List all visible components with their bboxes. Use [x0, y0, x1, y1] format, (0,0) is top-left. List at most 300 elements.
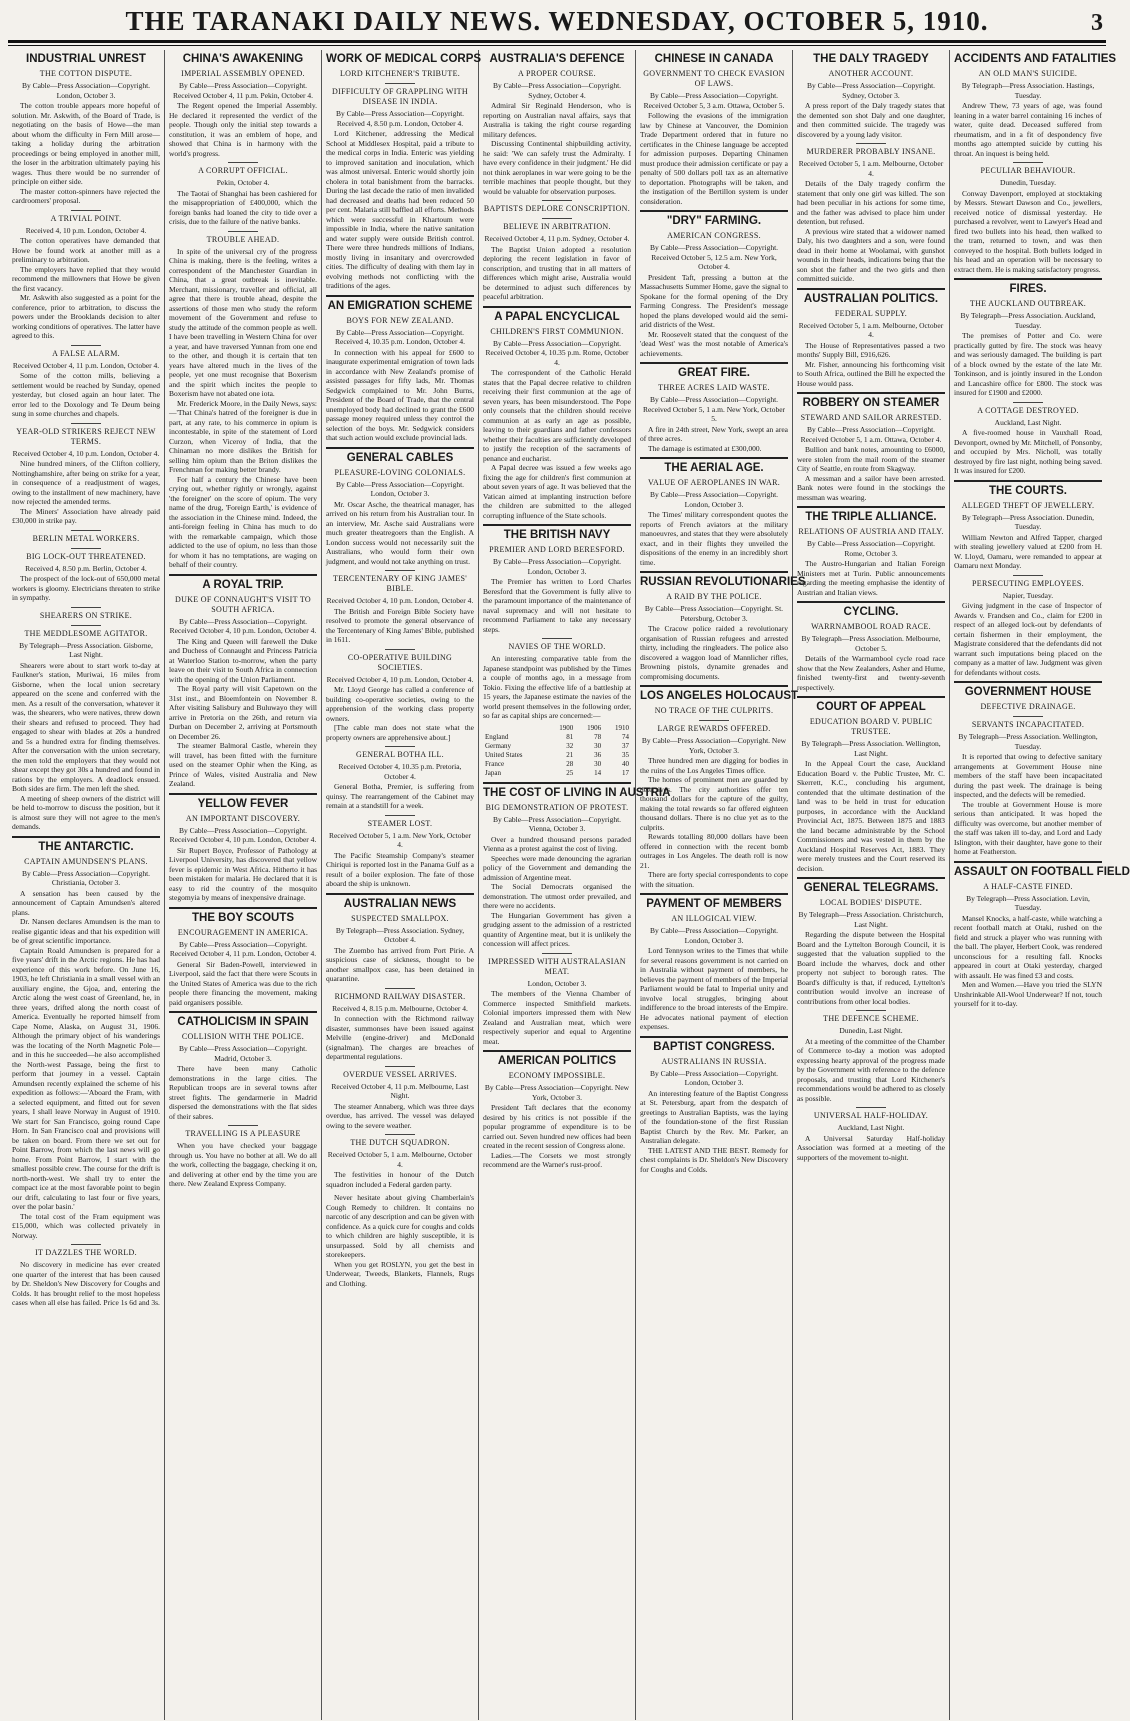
article-dateline: By Cable—Press Association—Copyright. New York, October 3.: [641, 736, 787, 755]
article-subheading: FEDERAL SUPPLY.: [834, 308, 908, 318]
article-separator: [169, 793, 317, 795]
article-dateline: By Telegraph—Press Association. Christchurch, Last Night.: [798, 910, 944, 929]
article-paragraph: THE LATEST AND THE BEST. Remedy for chest complaints is Dr. Sheldon's New Discovery for Coughs and Colds.: [640, 1145, 788, 1174]
article-dateline: Received October 4, 10 p.m. London, October 4.: [326, 674, 474, 684]
article-paragraph: Details of the Daly tragedy confirm the statement that only one girl was killed. The son had been peculiar in his actions for some time, and the father was advised to place him under detention, but refused.: [797, 179, 945, 226]
article-headline: ACCIDENTS AND FATALITIES: [954, 53, 1117, 65]
navy-table: [483, 724, 631, 778]
article-paragraph: The Regent opened the Imperial Assembly. He declared it represented the verdict of the people. Though only the initial step towards a constitution, it was an emblem of hope, and showed that China is in harmony with the world's progress.: [169, 101, 317, 158]
article-subheading: A RAID BY THE POLICE.: [666, 592, 762, 601]
article: [954, 716, 1102, 857]
article-paragraph: At a meeting of the committee of the Chamber of Commerce to-day a motion was adopted expressing hearty approval of the progress made by the Government with reference to the defence proposals, and trusting that Lord Kitchener's recommendations would be adhered to as closely as possible.: [797, 1036, 945, 1103]
article: [797, 601, 945, 692]
article-paragraph: Conway Davenport, employed at stocktaking by Messrs. Stewart Dawson and Co., jewellers, received notice of dismissal yesterday. He purchased a revolver, went to Lawyer's Head and fired two bullets into his head, then walked to the tram, returned to town, and was then conveyed to the hospital. Both bullets lodged in his head and an operation will be necessary to extract them. He is making satisfactory progress.: [954, 188, 1102, 274]
article-separator: [326, 893, 474, 895]
article: [797, 1010, 945, 1103]
article-paragraph: A messman and a sailor have been arrested. Bank notes were found in the stockings the messman was wearing.: [797, 473, 945, 502]
article: [326, 746, 474, 811]
article-dateline: By Cable—Press Association—Copyright. Received October 4, 10.35 p.m. Rome, October 4.: [485, 338, 629, 367]
article-separator: [954, 681, 1102, 683]
article-dateline: By Telegraph—Press Association. Levin, Tuesday.: [966, 893, 1090, 912]
table-cell: Japan: [485, 768, 501, 777]
article-subheading: DEFECTIVE DRAINAGE.: [980, 702, 1076, 711]
table-cell: Germany: [485, 741, 512, 750]
table-cell: 30: [594, 759, 602, 768]
article-headline: GREAT FIRE.: [678, 367, 750, 379]
article-separator: [169, 1011, 317, 1013]
article-paragraph: The festivities in honour of the Dutch squadron included a Federal garden party.: [326, 1170, 474, 1189]
article: [797, 143, 945, 284]
article-subheading: ECONOMY IMPOSSIBLE.: [508, 1071, 606, 1080]
masthead: [8, 4, 1106, 38]
short-rule: [385, 570, 415, 571]
article-paragraph: The House of Representatives passed a two months' Supply Bill, £916,626.: [797, 340, 945, 359]
article-paragraph: A Papal decree was issued a few weeks ago fixing the age for children's first communion at about seven years of age. It was believed that the Vatican aimed at implanting instruction before the children are submitted to the alleged corrupting influence of the State schools.: [483, 463, 631, 520]
article-subheading: BAPTISTS DEPLORE CONSCRIPTION.: [483, 204, 631, 213]
article-headline: THE DALY TRAGEDY: [813, 53, 929, 65]
article-paragraph: In the Appeal Court the case, Auckland Education Board v. the Public Trustee, Mr. C. Skerrett, K.C., concluding his argument, contended that the ultimate destination of the land was to be held in trust for education purposes, in accordance with the Auckland Provincial Act, 1875. Between 1875 and 1883 the land became administrable by the School Commissioners and was vested in them by the Auckland Hospital Reserves Act, 1883. They were merely trustees and the Court reserved its decision.: [797, 759, 945, 873]
article-dateline: By Cable—Press Association—Copyright. Received October 4, 11 p.m. London, October 4.: [169, 939, 317, 958]
article-subheading: TRAVELLING IS A PLEASURE: [185, 1129, 301, 1138]
article: [169, 1125, 317, 1189]
article-paragraph: The Miners' Association have already paid £30,000 in strike pay.: [12, 506, 160, 525]
article: [169, 574, 317, 789]
article-paragraph: An interesting comparative table from the Japanese standpoint was published by the Times a couple of months ago, in a message from Tokio. Fixing the effective life of a battleship at 15 years, the Japanese estimate the navies of the world present themselves in the following order, so far as capital ships are concerned:—: [483, 654, 631, 720]
article: [326, 893, 474, 984]
article-separator: [326, 447, 474, 449]
article: [640, 52, 788, 206]
article-separator: [797, 877, 945, 879]
article-subheading: PREMIER AND LORD BERESFORD.: [489, 545, 625, 554]
article-paragraph: Giving judgment in the case of Inspector of Awards v. Frandsen and Co., claim for £200 in respect of an alleged lock-out by defendants of certain fishermen in their employment, the Magistrate considered that the defendants did not warrant such imputations being placed on the company as a matter of law. Judgment was given for defendants without costs.: [954, 601, 1102, 677]
page-number: 3: [1091, 10, 1104, 36]
article-dateline: By Cable—Press Association—Copyright. Christiania, October 3.: [21, 868, 151, 887]
short-rule: [385, 83, 415, 84]
article-subheading: PLEASURE-LOVING COLONIALS.: [334, 467, 466, 477]
article-paragraph: William Newton and Alfred Tapper, charged with stealing jewellery valued at £200 from H. W. Lloyd, Oamaru, were remanded to appear at Oamaru next Monday.: [954, 532, 1102, 570]
article-paragraph: A Universal Saturday Half-holiday Association was formed at a meeting of the supporters of the movement to-night.: [797, 1133, 945, 1162]
article-headline: BAPTIST CONGRESS.: [653, 1040, 775, 1053]
table-cell: 28: [566, 759, 574, 768]
article: [640, 893, 788, 1032]
article-paragraph: Mr. Lloyd George has called a conference of building co-operative societies, owing to the apprehension of the working class property owners.: [326, 685, 474, 723]
article-paragraph: Admiral Sir Reginald Henderson, who is reporting on Australian naval affairs, says that Australia is taking the right course regarding military defences.: [483, 101, 631, 139]
article-paragraph: The Times' military correspondent quotes the reports of French aviators at the military manoeuvres, and states that they were absolutely exact, and in their flights they unveiled the dispositions of the enemy in an incredibly short time.: [640, 510, 788, 567]
article-paragraph: When you get ROSLYN, you get the best in Underwear, Tweeds, Blankets, Flannels, Rugs and Clothing.: [326, 1259, 474, 1288]
article-subheading: SUSPECTED SMALLPOX.: [351, 913, 449, 923]
article-subheading: DUKE OF CONNAUGHT'S VISIT TO SOUTH AFRICA.: [175, 594, 311, 614]
article-subheading: AN ILLOGICAL VIEW.: [671, 914, 757, 923]
column-4: [479, 50, 671, 1720]
article-dateline: By Telegraph—Press Association. Wellington, Tuesday.: [958, 732, 1098, 751]
article-subheading: MURDERER PROBABLY INSANE.: [806, 147, 936, 156]
article-paragraph: General Botha, Premier, is suffering from quinsy. The rearrangement of the Cabinet may remain at a standstill for a week.: [326, 782, 474, 810]
article-dateline: By Cable—Press Association—Copyright. Sydney, October 4.: [492, 81, 622, 100]
article: [326, 447, 474, 567]
short-rule: [228, 231, 258, 232]
article-headline: THE TRIPLE ALLIANCE.: [805, 511, 937, 523]
short-rule: [71, 548, 101, 549]
article-paragraph: The British and Foreign Bible Society have resolved to promote the general observance of the Tercentenary of King James' Bible, published in 1611.: [326, 606, 474, 644]
short-rule: [385, 988, 415, 989]
article-paragraph: Nine hundred miners, of the Clifton colliery, Nottinghamshire, after being on strike for a year, in consequence of a readjustment of wages, owing to the installment of new machinery, have now rejected the amended terms.: [12, 459, 160, 506]
article-headline: CATHOLICISM IN SPAIN: [177, 1016, 309, 1028]
article-subheading: A PROPER COURSE.: [518, 69, 596, 78]
article-paragraph: Mr. Fisher, announcing his forthcoming visit to South Africa, outlined the Bill he expected the House would pass.: [797, 359, 945, 388]
short-rule: [542, 953, 572, 954]
article-dateline: By Cable—Press Association—Copyright. Received October 5, 1 a.m. New York, October 5.: [642, 395, 786, 423]
table-row: [483, 760, 631, 769]
article-subheading: NAVIES OF THE WORLD.: [508, 642, 606, 651]
article-dateline: By Cable—Press Association—Copyright. London, October 3.: [492, 557, 622, 576]
masthead-rule-thin: [8, 45, 1106, 46]
short-rule: [385, 815, 415, 816]
article-headline: CHINESE IN CANADA: [654, 53, 774, 65]
article-dateline: By Cable—Press Association—Copyright. Sydney, October 3.: [806, 81, 936, 100]
article: [483, 782, 671, 949]
article-subheading: BOYS FOR NEW ZEALAND.: [346, 315, 454, 325]
article-dateline: By Cable—Press Association—Copyright. Received October 4, 10 p.m. London, October 4.: [169, 825, 317, 844]
article-paragraph: The damage is estimated at £300,000.: [648, 443, 762, 453]
article-subheading: ENCOURAGEMENT IN AMERICA.: [177, 927, 309, 937]
table-cell: 36: [594, 750, 602, 759]
article-dateline: Dunedin, Last Night.: [839, 1026, 903, 1035]
article-paragraph: In connection with his appeal for £600 to inaugurate experimental emigration of town lads in accordance with New Zealand's promise of assisted passages for fifty lads, Mr. Thomas Sedgwick complained to Mr. John Burns, President of the Board of Trade, that the central unemployed body had declined to grant the £600 passage money required unless they control the selection of the boys. Mr. Sedgwick considers that such action would exclude provincial lads.: [326, 347, 474, 442]
article-subheading: LORD KITCHENER'S TRIBUTE.: [339, 69, 461, 78]
article: [640, 362, 788, 453]
article-dateline: Received 4, 10 p.m. London, October 4.: [25, 225, 147, 235]
article: [483, 306, 631, 521]
masthead-title: THE TARANAKI DAILY NEWS. WEDNESDAY, OCTOBER 5, 1910.: [125, 6, 989, 36]
article-headline: A PAPAL ENCYCLICAL: [494, 310, 620, 323]
article-subheading: BELIEVE IN ARBITRATION.: [503, 222, 611, 231]
article-paragraph: It is reported that owing to defective sanitary arrangements at Government House nine members of the staff have been incapacitated during the past week. The drainage is being inspected, and the defects will be remedied.: [954, 752, 1102, 799]
table-cell: 37: [622, 741, 629, 750]
article-subheading: UNIVERSAL HALF-HOLIDAY.: [813, 1111, 929, 1120]
article-dateline: By Cable—Press Association—Copyright. London, October 3.: [649, 1068, 779, 1087]
article: [12, 607, 160, 621]
article-paragraph: For half a century the Chinese have been crying out, whether rightly or wrongly, against 'the foreigner' on the score of opium. The very name of the drug, 'Foreign Earth,' is evidence of the association in the Chinese mind. Indeed, the anti-foreign feeling in China has much to do with the remarkable campaign, which those addicted to the use of opium, no less than those for whom it has no temptations, are waging on behalf of their country.: [169, 474, 317, 569]
article-subheading: ALLEGED THEFT OF JEWELLERY.: [961, 500, 1095, 510]
article-paragraph: In connection with the Richmond railway disaster, summonses have been issued against Melville (engine-driver) and McDonald (signalman). The charges are breaches of departmental regulations.: [326, 1014, 474, 1061]
column-6: [793, 50, 950, 1720]
table-cell: 14: [594, 768, 602, 777]
article-paragraph: General Sir Baden-Powell, interviewed in Liverpool, said the fact that there were Scouts in the United States of America was due to the rich people there financing the movement, making paid organisers possible.: [169, 959, 317, 1007]
article-dateline: Napier, Tuesday.: [1002, 590, 1054, 600]
table-cell: 17: [622, 768, 629, 777]
article-paragraph: Some of the cotton mills, believing a settlement would be reached by Sunday, opened yesterday, but closed again an hour later. The error led to the Doxology and Te Deum being sung in some churches and chapels.: [12, 371, 160, 418]
article-paragraph: Following the evasions of the immigration law by Chinese at Vancouver, the Dominion Trade Department ordered that in future no certificates in the Chinese language be accepted for admission purposes. Departing Chinamen must produce their admission certificate or pay a penalty of 500 dollars poll tax as an alternative to deportation. Photographs will be taken, and the instigation of the Bertillon system is under consideration.: [640, 111, 788, 206]
article-headline: YELLOW FEVER: [197, 797, 289, 810]
article-subheading: PECULIAR BEHAVIOUR.: [980, 166, 1076, 175]
article-paragraph: The Austro-Hungarian and Italian Foreign Ministers met at Turin. Public announcements regarding the meeting emphasise the identity of Austrian and Italian views.: [797, 559, 945, 597]
short-rule: [71, 625, 101, 626]
article-paragraph: There have been many Catholic demonstrations in the large cities. The Republican troops are in several towns after street fights. The gendarmerie in Madrid dispersed the demonstrations with the flat sides of their sabres.: [169, 1064, 317, 1121]
article: [12, 625, 160, 832]
article-paragraph: When you have checked your baggage through us. You have no bother at all. We do all the work, collecting the baggage, checking it on, and delivering at other end by the time you are there. New Zealand Express Company.: [169, 1141, 317, 1188]
article-subheading: THREE ACRES LAID WASTE.: [658, 383, 770, 392]
article-paragraph: The cotton trouble appears more hopeful of solution. Mr. Askwith, of the Board of Trade, is negotiating on the basis of Howe—the man about whom the difficulty in Fern Mill arose—taking a holiday during the arbitration proceedings or being employed in another mill, the loser in the arbitration ultimately paying his wages. Thus there would be no surrender of principle on either side.: [12, 101, 160, 186]
article-dateline: Auckland, Last Night.: [837, 1123, 905, 1132]
article: [12, 836, 160, 1241]
article-separator: [483, 524, 631, 526]
article: [483, 218, 631, 302]
article-headline: THE BRITISH NAVY: [503, 529, 611, 541]
article-headline: GOVERNMENT HOUSE: [964, 686, 1092, 698]
article: [12, 423, 160, 526]
article-headline: CHINA'S AWAKENING: [182, 53, 304, 65]
article: [326, 815, 474, 889]
article-paragraph: The King and Queen will farewell the Duke and Duchess of Connaught and Princess Patricia at Waterloo Station to-morrow, when the party leave on their visit to South Africa in connection with the opening of the Union Parliament.: [169, 636, 317, 684]
article-subheading: THE DUTCH SQUADRON.: [350, 1138, 450, 1147]
article-dateline: By Cable—Press Association—Copyright. London, October 3.: [21, 81, 151, 100]
article-headline: LOS ANGELES HOLOCAUST: [640, 690, 799, 702]
article-headline: CYCLING.: [843, 606, 899, 618]
table-header-cell: [483, 724, 547, 733]
article-headline: "DRY" FARMING.: [666, 215, 762, 227]
short-rule: [1013, 575, 1043, 576]
table-cell: 30: [594, 741, 602, 750]
article-paragraph: The master cotton-spinners have rejected the cardroomers' proposal.: [12, 186, 160, 205]
article: [12, 345, 160, 419]
short-rule: [385, 649, 415, 650]
article-subheading: IMPRESSED WITH AUSTRALASIAN MEAT.: [488, 956, 626, 976]
article-subheading: PERSECUTING EMPLOYEES.: [972, 578, 1084, 588]
article: [797, 392, 945, 502]
table-cell: France: [485, 759, 505, 768]
article: [640, 571, 806, 681]
article: [326, 1066, 474, 1131]
column-2: [165, 50, 322, 1720]
article-paragraph: President Taft, pressing a button at the Massachusetts Summer Home, gave the signal to Spokane for the formal opening of the Dry Farming Congress. The President's message hoped the plans developed would aid the semi-arid districts of the West.: [640, 272, 788, 329]
article-dateline: Received October 4, 11 p.m. Melbourne, Last Night.: [331, 1081, 469, 1100]
article: [954, 861, 1130, 1009]
article-subheading: AUSTRALIANS IN RUSSIA.: [661, 1056, 767, 1066]
article-separator: [483, 306, 631, 308]
article-paragraph: Details of the Warrnambool cycle road race show that the New Zealanders, Asher and Hume, finished twenty-first and twenty-seventh respectively.: [797, 654, 945, 692]
article-subheading: NO TRACE OF THE CULPRITS.: [654, 706, 774, 715]
article-dateline: Received October 4, 11 p.m. Sydney, October 4.: [484, 234, 630, 243]
article-dateline: By Cable—Press Association—Copyright. London, October 3.: [335, 479, 465, 498]
article-dateline: By Cable—Press Association—Copyright. Vienna, October 3.: [492, 814, 622, 833]
article-dateline: By Cable—Press Association—Copyright. New York, October 3.: [484, 1083, 630, 1102]
article-paragraph: Lord Kitchener, addressing the Medical School at Middlesex Hospital, paid a tribute to the medical corps in India. Enteric was yielding to improved sanitation and inoculation, which was almost universal. Enteric would shortly join cholera in total banishment from the barracks. During the last decade the ratio of men invalided had decreased and deaths had been reduced 50 per cent. Malaria still baffled all efforts. Methods which were successful in Khartoum were impossible in India, where the native sanitation and water supply were outside British control. There were three hundreds millions of Indians, mostly living in insanitary and overcrowded cities. The difficulty of dealing with them lay in evolving methods not conflicting with the traditions of the ages.: [326, 129, 474, 290]
table-header-cell: 1900: [559, 723, 574, 732]
article-headline: A ROYAL TRIP.: [202, 578, 284, 591]
article: [169, 231, 317, 570]
article-paragraph: Rewards totalling 80,000 dollars have been offered in connection with the recent bomb outrages in Los Angeles. The death roll is now 21.: [640, 832, 788, 870]
short-rule: [228, 162, 258, 163]
table-cell: 81: [566, 732, 574, 741]
article: [797, 506, 945, 597]
article-subheading: A CORRUPT OFFICIAL.: [198, 166, 288, 175]
article-subheading: BIG DEMONSTRATION OF PROTEST.: [485, 802, 629, 812]
article-dateline: Pekin, October 4.: [216, 178, 270, 187]
article: [797, 877, 945, 1006]
article-headline: AUSTRALIAN POLITICS.: [803, 292, 939, 305]
article-headline: GENERAL CABLES: [346, 451, 454, 464]
article-paragraph: The employers have replied that they would recommend the millowners that Howe be given the first vacancy.: [12, 264, 160, 293]
article-paragraph: The steamer Annaberg, which was three days overdue, has arrived. The vessel was delayed owing to the severe weather.: [326, 1101, 474, 1130]
article-subheading: RELATIONS OF AUSTRIA AND ITALY.: [798, 527, 944, 536]
article: [483, 1050, 631, 1170]
article-subheading: CHILDREN'S FIRST COMMUNION.: [490, 326, 624, 336]
article-separator: [797, 506, 945, 508]
article-paragraph: Mr. Roosevelt stated that the conquest of the 'dead West' was the most notable of America's achievements.: [640, 329, 788, 358]
table-cell: 35: [622, 750, 629, 759]
article-paragraph: There are forty special correspondents to cope with the situation.: [640, 870, 788, 889]
short-rule: [71, 607, 101, 608]
article-headline: THE ANTARCTIC.: [38, 840, 134, 853]
article-subheading: LARGE REWARDS OFFERED.: [657, 724, 771, 733]
masthead-rule: [8, 40, 1106, 43]
article-separator: [169, 574, 317, 576]
article-subheading: AMERICAN CONGRESS.: [667, 231, 761, 240]
article-subheading: ANOTHER ACCOUNT.: [828, 69, 914, 78]
short-rule: [1013, 716, 1043, 717]
article-separator: [640, 571, 788, 573]
article-paragraph: A fire in 24th street, New York, swept an area of three acres.: [640, 424, 788, 443]
article-paragraph: Men and Women.—Have you tried the SLYN Unshrinkable All-Wool Underwear? If not, touch yourself for it to-day.: [954, 980, 1102, 1008]
article-separator: [12, 836, 160, 838]
short-rule: [1013, 402, 1043, 403]
article-dateline: By Telegraph—Press Association. Wellington, Last Night.: [801, 739, 941, 758]
article-headline: COURT OF APPEAL: [816, 701, 926, 713]
article-paragraph: The trouble at Government House is more serious than anticipated. It was hoped the difficulty was overcome, but another member of the staff was taken ill to-day, and Lord and Lady Islington, with their daughter, have gone to their home at Featherston.: [954, 799, 1102, 856]
article-paragraph: Mr. Oscar Asche, the theatrical manager, has arrived on his return from his Australian tour. In an interview, Mr. Asche said Australians were much greater theatregoers than the English. A London success would not necessarily suit the Australians, who would form their own judgment, and would not take anything on trust.: [326, 499, 474, 566]
article-paragraph: In spite of the universal cry of the progress China is making, there is the feeling, writes a correspondent of the Manchester Guardian in China, that a great outbreak is inevitable. Merchant, missionary, traveller and official, all agree that there is trouble ahead, despite the assertions of those men who study the reform movement of the Government and refuse to study the attitude of the common people as well. I have been travelling in Western China for over a year, and have traversed Yunnan from one end to the other, and though it is certain that ten years have altered much in the lives of the people, yet one must recognise that Boxerism and the spirit which incites the people to Boxerism have not abated one iota.: [169, 246, 317, 398]
article-subheading: COLLISION WITH THE POLICE.: [181, 1032, 305, 1041]
short-rule: [71, 345, 101, 346]
article-headline: AN EMIGRATION SCHEME: [327, 299, 473, 312]
article-dateline: By Telegraph—Press Association. Sydney, October 4.: [335, 925, 465, 944]
article-dateline: By Telegraph—Press Association. Dunedin, Tuesday.: [961, 512, 1095, 531]
article-subheading: TERCENTENARY OF KING JAMES' BIBLE.: [333, 574, 467, 593]
article-separator: [169, 907, 317, 909]
article-paragraph: The Zuembo has arrived from Port Pirie. A suspicious case of sickness, thought to be another smallpox case, has been detained in quarantine.: [326, 945, 474, 983]
table-cell: 74: [622, 732, 629, 741]
article: [326, 570, 474, 645]
article-paragraph: Andrew Thew, 73 years of age, was found leaning in a water barrel containing 16 inches of water, quite dead. Deceased suffered from rheumatism, and in a fit of despondency five months ago attempted suicide by cutting his throat. An inquest is being held.: [954, 101, 1102, 158]
article: [640, 210, 788, 358]
article: [12, 1244, 160, 1308]
article-headline: FIRES.: [1009, 283, 1047, 295]
article-headline: AMERICAN POLITICS: [497, 1055, 617, 1067]
article-headline: WORK OF MEDICAL CORPS: [326, 53, 482, 65]
article-dateline: By Cable—Press Association—Copyright. Received October 5, 3 a.m. Ottawa, October 5.: [643, 91, 785, 110]
article: [954, 681, 1102, 712]
short-rule: [856, 1107, 886, 1108]
article-paragraph: The Pacific Steamship Company's steamer Chiriqui is reported lost in the Panama Gulf as a result of a boiler explosion. The fate of those aboard the ship is unknown.: [326, 850, 474, 888]
article: [326, 52, 482, 79]
article: [169, 907, 317, 1008]
article-subheading: SERVANTS INCAPACITATED.: [971, 720, 1085, 729]
short-rule: [699, 720, 729, 721]
article-subheading: A HALF-CASTE FINED.: [983, 881, 1073, 891]
article-paragraph: Captain Roald Amundsen is prepared for a five years' drift in the Arctic regions. He has had experience of this work before. On June 16, 1903, he left Christiania in a small vessel with an auxiliary engine, the Gjoa, and, entering the Arctic along the west coast of Greenland, he, in three years, drifted along the north coast of America. Eventually he reported himself from Cape Nome, Alaska, on August 31, 1906. Although the primary object of his wanderings was the locating of the North Magnetic Pole—and in this he succeeded—he also accomplished the North-west Passage, being the first to perform that journey in a vessel. Captain Amundsen recently explained the scheme of his expedition as follows:—'Aboard the Fram, with a selected equipment, and fitted out for seven years, I shall leave Norway in August of 1910. We start for San Francisco, going round Cape Horn. In San Francisco coal and provisions will be taken on board. From there we set out for Point Barrow, from which the last news will go home. From Point Barrow, I start with the smallest possible crew. The course for the drift is north-north-west. We shall try to enter the compact ice at the most favorable point to begin our drift, calculating to last four or five years, over the polar basin.': [12, 945, 160, 1211]
article-subheading: TROUBLE AHEAD.: [206, 234, 280, 244]
article-dateline: Received 4, 8.50 p.m. Berlin, October 4.: [25, 563, 147, 573]
article-subheading: RICHMOND RAILWAY DISASTER.: [334, 991, 466, 1001]
article-dateline: By Cable—Press Association—Copyright. Received October 5, 12.5 a.m. New York, October 4.: [649, 243, 779, 271]
article-subheading: AN IMPORTANT DISCOVERY.: [185, 813, 301, 823]
article-headline: THE COURTS.: [989, 484, 1067, 497]
article-subheading: SHEARERS ON STRIKE.: [39, 610, 133, 620]
article-subheading: OVERDUE VESSEL ARRIVES.: [343, 1069, 457, 1079]
article-subheading: THE COTTON DISPUTE.: [39, 69, 133, 78]
article-dateline: Received October 5, 1 a.m. Melbourne, October 4.: [798, 159, 944, 178]
article-subheading: STEAMER LOST.: [367, 818, 433, 828]
table-header-cell: 1910: [615, 723, 629, 732]
column-7: [950, 50, 1130, 1720]
article-headline: ROBBERY ON STEAMER: [802, 397, 940, 409]
table-header-row: [483, 724, 631, 733]
article-subheading: STEWARD AND SAILOR ARRESTED.: [800, 413, 942, 422]
table-cell: 78: [594, 732, 602, 741]
article-dateline: Received October 5, 1 a.m. New York, October 4.: [328, 830, 472, 849]
short-rule: [856, 143, 886, 144]
article: [483, 953, 631, 1047]
article-paragraph: The Royal party will visit Capetown on the 31st inst., and Bloemfontein on November 8. After visiting Salisbury and Buluwayo they will arrive in Pretoria on the 26th, and return via Durban on December 2, arriving at Portsmouth on December 26.: [169, 684, 317, 741]
short-rule: [71, 530, 101, 531]
article-separator: [483, 1050, 631, 1052]
article-dateline: Received October 4, 11 p.m. London, October 4.: [12, 360, 160, 370]
article-dateline: Received October 4, 10 p.m. London, October 4.: [12, 448, 160, 458]
short-rule: [385, 746, 415, 747]
table-cell: England: [485, 732, 509, 741]
article-paragraph: The Premier has written to Lord Charles Beresford that the Government is fully alive to the paramount importance of the maintenance of naval supremacy and will not hesitate to recommend Parliament to take any necessary steps.: [483, 577, 631, 634]
article-headline: THE AERIAL AGE.: [664, 462, 764, 474]
article-dateline: Auckland, Last Night.: [994, 417, 1062, 427]
article-paragraph: The steamer Balmoral Castle, wherein they will travel, has been fitted with the furniture used on the steamer Ophir when the King, as Prince of Wales, visited Australia and New Zealand.: [169, 741, 317, 788]
short-rule: [385, 1134, 415, 1135]
article: [640, 457, 788, 567]
article: [169, 793, 317, 903]
article-paragraph: The members of the Vienna Chamber of Commerce inspected Smithfield markets. Colonial importers impressed them with New Zealand and Australian meat, which were respectively superior and equal to Argentine meat.: [483, 989, 631, 1046]
article-headline: INDUSTRIAL UNREST: [26, 53, 146, 65]
article-headline: PAYMENT OF MEMBERS: [646, 898, 782, 910]
article-separator: [326, 295, 474, 297]
column-container: [8, 50, 1130, 1720]
article: [797, 696, 945, 873]
article: [169, 162, 317, 227]
article-separator: [797, 601, 945, 603]
article-subheading: DIFFICULTY OF GRAPPLING WITH DISEASE IN INDIA.: [332, 87, 468, 106]
article-dateline: By Cable—Press Association—Copyright. Received October 4, 11 p.m. Pekin, October 4.: [172, 81, 314, 100]
article-paragraph: Mansel Knocks, a half-caste, while watching a recent football match at Otaki, rushed on the field and struck a player who was running with the ball. The player, Herbert Cook, was rendered unconscious for a resulting fall. Knocks appeared in court at Otaki yesterday, charged with assault. He was fined £3 and costs.: [954, 913, 1102, 980]
article-dateline: Received October 4, 10.35 p.m. Pretoria, October 4.: [338, 762, 462, 781]
article: [169, 1011, 317, 1121]
article-subheading: IT DAZZLES THE WORLD.: [35, 1248, 137, 1257]
table-cell: 40: [622, 759, 629, 768]
article-paragraph: Speeches were made denouncing the agrarian policy of the Government and demanding the admission of Argentine meat.: [483, 853, 631, 882]
article-paragraph: A press report of the Daly tragedy states that the demented son shot Daly and one daughter, and then committed suicide. The tragedy was discovered by a young lady visitor.: [797, 101, 945, 139]
article-separator: [640, 893, 788, 895]
article-paragraph: Dr. Nansen declares Amundsen is the man to realise gigantic ideas and that his expedition will be of great scientific importance.: [12, 917, 160, 945]
table-row: [483, 751, 631, 760]
article-paragraph: Mr. Frederick Moore, in the Daily News, says:—'That China's hatred of the foreigner is due in part, at any rate, to his commerce in opium is incontestable, in spite of the statement of Lord Curzon, when Viceroy of India, that the Chinaman no more dislikes the British for selling him opium than the Briton dislikes the Frenchman for making better brandy.: [169, 398, 317, 474]
article-dateline: By Cable—Press Association—Copyright. London, October 3.: [649, 926, 779, 945]
article-separator: [954, 861, 1102, 863]
article-paragraph: [The cable man does not state what the property owners are apprehensive about.]: [326, 723, 474, 742]
article: [169, 52, 317, 158]
short-rule: [228, 1125, 258, 1126]
article-subheading: THE MEDDLESOME AGITATOR.: [24, 628, 148, 638]
article-dateline: Received October 5, 1 a.m. Melbourne, October 4.: [798, 320, 944, 339]
short-rule: [542, 638, 572, 639]
article: [483, 524, 631, 634]
article-dateline: By Telegraph—Press Association. Hastings, Tuesday.: [961, 81, 1095, 100]
